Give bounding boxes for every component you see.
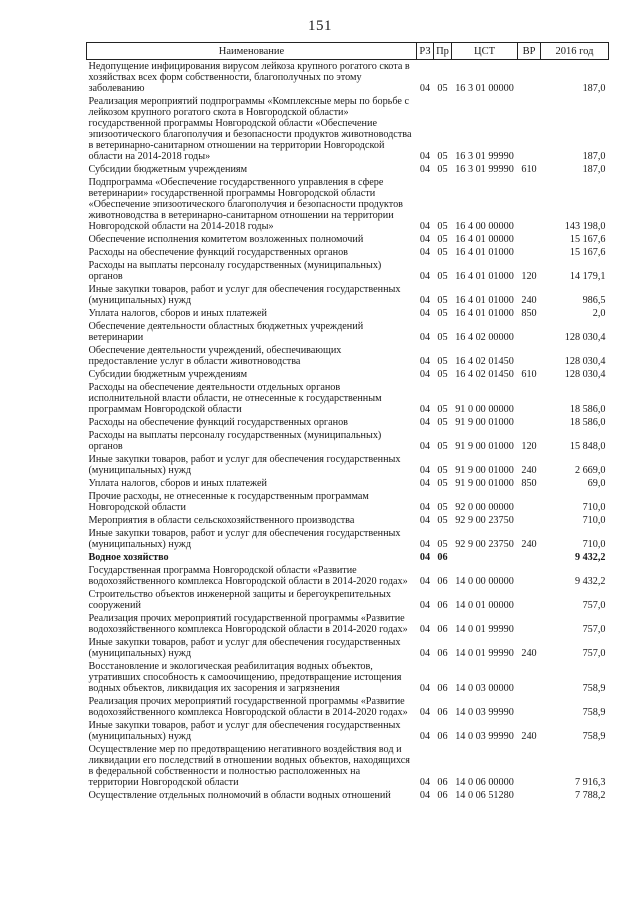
cell-cst: 16 3 01 99990 xyxy=(455,164,514,175)
cell-name: Расходы на обеспечение деятельности отдельных органов исполнительной власти области, не отнесенные к государственным программам Новгородской области xyxy=(88,382,382,415)
cell-cst: 91 0 00 00000 xyxy=(455,404,514,415)
cell-pr: 05 xyxy=(437,234,448,245)
cell-pr: 05 xyxy=(437,441,448,452)
cell-rz: 04 xyxy=(419,502,431,513)
cell-amount: 9 432,2 xyxy=(574,552,606,563)
cell-name: Иные закупки товаров, работ и услуг для обеспечения государственных (муниципальных) нужд xyxy=(88,637,401,659)
cell-amount: 757,0 xyxy=(582,600,606,611)
cell-cst: 91 9 00 01000 xyxy=(455,465,514,476)
cell-pr: 05 xyxy=(437,404,448,415)
cell-amount: 9 432,2 xyxy=(574,576,606,587)
table-row xyxy=(87,719,609,743)
cell-amount: 758,9 xyxy=(582,731,606,742)
cell-vr xyxy=(518,743,541,789)
cell-pr: 05 xyxy=(437,164,448,175)
table-row xyxy=(87,477,609,490)
cell-amount: 128 030,4 xyxy=(564,332,606,343)
cell-name: Реализация прочих мероприятий государственной программы «Развитие водохозяйственного комплекса Новгородской области в 2014-2020 годах» xyxy=(88,696,408,718)
cell-vr: 120 xyxy=(521,441,537,452)
cell-rz: 04 xyxy=(419,369,431,380)
cell-name: Уплата налогов, сборов и иных платежей xyxy=(88,308,267,319)
cell-name: Иные закупки товаров, работ и услуг для обеспечения государственных (муниципальных) нужд xyxy=(88,528,401,550)
table-row xyxy=(87,453,609,477)
cell-pr: 06 xyxy=(437,777,448,788)
cell-rz: 04 xyxy=(419,552,431,563)
table-row xyxy=(87,588,609,612)
cell-rz: 04 xyxy=(419,777,431,788)
cell-rz: 04 xyxy=(419,683,431,694)
cell-vr xyxy=(518,246,541,259)
cell-rz: 04 xyxy=(419,332,431,343)
table-row xyxy=(87,259,609,283)
cell-pr: 05 xyxy=(437,356,448,367)
cell-cst: 92 0 00 00000 xyxy=(455,502,514,513)
cell-pr: 05 xyxy=(437,465,448,476)
cell-vr xyxy=(518,588,541,612)
cell-cst: 91 9 00 01000 xyxy=(455,441,514,452)
cell-rz: 04 xyxy=(419,465,431,476)
cell-amount: 986,5 xyxy=(582,295,606,306)
table-row xyxy=(87,60,609,96)
cell-amount: 128 030,4 xyxy=(564,356,606,367)
cell-cst: 14 0 03 99990 xyxy=(455,731,514,742)
header-cst: ЦСТ xyxy=(452,43,518,60)
header-year: 2016 год xyxy=(541,43,609,60)
cell-rz: 04 xyxy=(419,731,431,742)
cell-pr: 05 xyxy=(437,539,448,550)
table-row xyxy=(87,344,609,368)
cell-amount: 143 198,0 xyxy=(564,221,606,232)
header-vr: ВР xyxy=(518,43,541,60)
cell-rz: 04 xyxy=(419,404,431,415)
cell-rz: 04 xyxy=(419,247,431,258)
cell-amount: 7 788,2 xyxy=(574,790,606,801)
header-name: Наименование xyxy=(87,43,417,60)
cell-vr xyxy=(518,660,541,695)
table-row xyxy=(87,636,609,660)
cell-amount: 2 669,0 xyxy=(574,465,606,476)
cell-vr xyxy=(518,233,541,246)
cell-name: Обеспечение исполнения комитетом возложенных полномочий xyxy=(88,234,364,245)
cell-pr: 05 xyxy=(437,478,448,489)
cell-cst: 16 4 02 01450 xyxy=(455,356,514,367)
table-row xyxy=(87,233,609,246)
cell-vr: 610 xyxy=(521,164,537,175)
table-row xyxy=(87,429,609,453)
cell-cst: 92 9 00 23750 xyxy=(455,539,514,550)
table-row xyxy=(87,381,609,416)
cell-name: Мероприятия в области сельскохозяйственного производства xyxy=(88,515,355,526)
table-row xyxy=(87,660,609,695)
cell-vr: 610 xyxy=(521,369,537,380)
cell-name: Реализация мероприятий подпрограммы «Комплексные меры по борьбе с лейкозом крупного рогатого скота в Новгородской области» государственной программы Новгородской области «Обеспечение эпизоотического благополучия и безопасности продуктов животноводства в ветеринарно-санитарном отношении на территории Новгородской области на 2014-2018 годы» xyxy=(88,96,412,162)
cell-name: Реализация прочих мероприятий государственной программы «Развитие водохозяйственного комплекса Новгородской области в 2014-2020 годах» xyxy=(88,613,408,635)
cell-cst: 91 9 00 01000 xyxy=(455,417,514,428)
cell-pr: 05 xyxy=(437,295,448,306)
cell-pr: 06 xyxy=(437,648,448,659)
cell-vr xyxy=(518,176,541,233)
cell-cst: 16 4 01 01000 xyxy=(455,308,514,319)
cell-name: Расходы на выплаты персоналу государственных (муниципальных) органов xyxy=(88,260,382,282)
cell-pr: 06 xyxy=(437,683,448,694)
cell-pr: 06 xyxy=(437,707,448,718)
cell-pr: 05 xyxy=(437,271,448,282)
cell-rz: 04 xyxy=(419,624,431,635)
table-row xyxy=(87,789,609,802)
cell-pr: 05 xyxy=(437,221,448,232)
cell-vr: 850 xyxy=(521,478,537,489)
cell-name: Субсидии бюджетным учреждениям xyxy=(88,369,248,380)
cell-vr: 240 xyxy=(521,539,537,550)
cell-vr: 240 xyxy=(521,465,537,476)
cell-rz: 04 xyxy=(419,515,431,526)
table-row xyxy=(87,176,609,233)
cell-amount: 710,0 xyxy=(582,502,606,513)
cell-amount: 128 030,4 xyxy=(564,369,606,380)
cell-vr xyxy=(518,344,541,368)
cell-name: Обеспечение деятельности областных бюджетных учреждений ветеринарии xyxy=(88,321,364,343)
cell-amount: 757,0 xyxy=(582,648,606,659)
cell-pr: 05 xyxy=(437,308,448,319)
table-body xyxy=(87,60,609,803)
cell-amount: 758,9 xyxy=(582,707,606,718)
cell-rz: 04 xyxy=(419,441,431,452)
cell-amount: 15 848,0 xyxy=(569,441,606,452)
cell-amount: 2,0 xyxy=(592,308,606,319)
cell-vr xyxy=(518,612,541,636)
cell-pr: 06 xyxy=(437,576,448,587)
cell-name: Обеспечение деятельности учреждений, обеспечивающих предоставление услуг в области животноводства xyxy=(88,345,342,367)
cell-pr: 06 xyxy=(437,600,448,611)
cell-cst: 92 9 00 23750 xyxy=(455,515,514,526)
cell-vr xyxy=(518,381,541,416)
cell-amount: 710,0 xyxy=(582,539,606,550)
cell-vr: 120 xyxy=(521,271,537,282)
cell-rz: 04 xyxy=(419,539,431,550)
cell-rz: 04 xyxy=(419,356,431,367)
budget-table xyxy=(86,42,609,802)
cell-rz: 04 xyxy=(419,164,431,175)
cell-cst: 14 0 03 00000 xyxy=(455,683,514,694)
cell-pr: 06 xyxy=(437,731,448,742)
cell-pr: 05 xyxy=(437,151,448,162)
cell-name: Государственная программа Новгородской области «Развитие водохозяйственного комплекса Новгородской области в 2014-2020 годах» xyxy=(88,565,408,587)
cell-vr xyxy=(518,416,541,429)
cell-rz: 04 xyxy=(419,234,431,245)
header-pr: Пр xyxy=(434,43,452,60)
table-row xyxy=(87,551,609,564)
cell-amount: 15 167,6 xyxy=(569,234,606,245)
cell-cst: 16 4 01 00000 xyxy=(455,234,514,245)
cell-vr: 240 xyxy=(521,731,537,742)
cell-vr xyxy=(518,60,541,96)
cell-cst: 16 3 01 99990 xyxy=(455,151,514,162)
cell-pr: 06 xyxy=(437,624,448,635)
cell-vr xyxy=(518,95,541,163)
cell-name: Осуществление мер по предотвращению негативного воздействия вод и ликвидации его последствий в отношении водных объектов, находящихся в федеральной собственности и полностью расположенных на территории Новгородской области xyxy=(88,744,410,788)
table-row xyxy=(87,246,609,259)
cell-pr: 06 xyxy=(437,552,448,563)
cell-cst: 16 3 01 00000 xyxy=(455,83,514,94)
cell-pr: 05 xyxy=(437,83,448,94)
cell-amount: 710,0 xyxy=(582,515,606,526)
cell-amount: 15 167,6 xyxy=(569,247,606,258)
cell-cst: 14 0 01 99990 xyxy=(455,648,514,659)
cell-pr: 05 xyxy=(437,515,448,526)
cell-amount: 187,0 xyxy=(582,164,606,175)
cell-cst: 91 9 00 01000 xyxy=(455,478,514,489)
cell-cst: 16 4 00 00000 xyxy=(455,221,514,232)
cell-rz: 04 xyxy=(419,308,431,319)
cell-vr: 850 xyxy=(521,308,537,319)
cell-pr: 05 xyxy=(437,332,448,343)
cell-vr xyxy=(518,490,541,514)
cell-rz: 04 xyxy=(419,417,431,428)
table-row xyxy=(87,564,609,588)
cell-name: Подпрограмма «Обеспечение государственного управления в сфере ветеринарии» государственной программы Новгородской области «Обеспечение эпизоотического благополучия и безопасности продуктов животноводства в ветеринарно-санитарном отношении на территории Новгородской области на 2014-2018 годы» xyxy=(88,177,403,232)
header-rz: РЗ xyxy=(417,43,434,60)
cell-name: Расходы на обеспечение функций государственных органов xyxy=(88,417,348,428)
cell-name: Расходы на обеспечение функций государственных органов xyxy=(88,247,348,258)
cell-name: Осуществление отдельных полномочий в области водных отношений xyxy=(88,790,391,801)
table-row xyxy=(87,95,609,163)
cell-cst: 16 4 01 01000 xyxy=(455,271,514,282)
cell-amount: 757,0 xyxy=(582,624,606,635)
cell-vr xyxy=(518,564,541,588)
cell-amount: 187,0 xyxy=(582,83,606,94)
cell-rz: 04 xyxy=(419,271,431,282)
cell-cst: 14 0 06 00000 xyxy=(455,777,514,788)
cell-rz: 04 xyxy=(419,790,431,801)
cell-rz: 04 xyxy=(419,576,431,587)
cell-rz: 04 xyxy=(419,648,431,659)
cell-rz: 04 xyxy=(419,600,431,611)
cell-name: Недопущение инфицирования вирусом лейкоза крупного рогатого скота в хозяйствах всех форм собственности, благополучных по этому заболеванию xyxy=(88,61,410,94)
cell-name: Иные закупки товаров, работ и услуг для обеспечения государственных (муниципальных) нужд xyxy=(88,454,401,476)
table-row xyxy=(87,612,609,636)
cell-vr xyxy=(518,789,541,802)
cell-rz: 04 xyxy=(419,151,431,162)
cell-cst: 16 4 01 01000 xyxy=(455,295,514,306)
cell-pr: 06 xyxy=(437,790,448,801)
cell-cst: 16 4 02 00000 xyxy=(455,332,514,343)
table-row xyxy=(87,307,609,320)
cell-cst: 14 0 01 00000 xyxy=(455,600,514,611)
cell-vr xyxy=(518,320,541,344)
cell-amount: 187,0 xyxy=(582,151,606,162)
cell-cst: 14 0 03 99990 xyxy=(455,707,514,718)
table-row xyxy=(87,368,609,381)
cell-rz: 04 xyxy=(419,478,431,489)
cell-amount: 14 179,1 xyxy=(569,271,606,282)
table-header-row xyxy=(87,43,609,60)
cell-vr: 240 xyxy=(521,648,537,659)
cell-vr xyxy=(518,551,541,564)
cell-rz: 04 xyxy=(419,707,431,718)
table-row xyxy=(87,695,609,719)
cell-cst: 14 0 01 99990 xyxy=(455,624,514,635)
table-row xyxy=(87,514,609,527)
table-row xyxy=(87,320,609,344)
cell-amount: 69,0 xyxy=(587,478,606,489)
cell-name: Восстановление и экологическая реабилитация водных объектов, утративших способность к самоочищению, предотвращение истощения водных объектов, ликвидация их засорения и загрязнения xyxy=(88,661,402,694)
table-row xyxy=(87,163,609,176)
cell-amount: 7 916,3 xyxy=(574,777,606,788)
cell-pr: 05 xyxy=(437,502,448,513)
cell-rz: 04 xyxy=(419,221,431,232)
cell-vr: 240 xyxy=(521,295,537,306)
cell-rz: 04 xyxy=(419,83,431,94)
cell-name: Субсидии бюджетным учреждениям xyxy=(88,164,248,175)
cell-name: Расходы на выплаты персоналу государственных (муниципальных) органов xyxy=(88,430,382,452)
table-row xyxy=(87,283,609,307)
page-number: 151 xyxy=(308,18,332,34)
cell-name: Иные закупки товаров, работ и услуг для обеспечения государственных (муниципальных) нужд xyxy=(88,284,401,306)
cell-name: Иные закупки товаров, работ и услуг для обеспечения государственных (муниципальных) нужд xyxy=(88,720,401,742)
table-row xyxy=(87,416,609,429)
cell-rz: 04 xyxy=(419,295,431,306)
cell-cst: 16 4 02 01450 xyxy=(455,369,514,380)
cell-cst xyxy=(452,551,518,564)
cell-name: Прочие расходы, не отнесенные к государственным программам Новгородской области xyxy=(88,491,369,513)
cell-vr xyxy=(518,514,541,527)
cell-cst: 14 0 06 51280 xyxy=(455,790,514,801)
cell-pr: 05 xyxy=(437,417,448,428)
cell-name: Строительство объектов инженерной защиты и берегоукрепительных сооружений xyxy=(88,589,391,611)
table-row xyxy=(87,743,609,789)
cell-cst: 14 0 00 00000 xyxy=(455,576,514,587)
cell-name: Водное хозяйство xyxy=(88,552,169,563)
cell-cst: 16 4 01 01000 xyxy=(455,247,514,258)
table-row xyxy=(87,490,609,514)
cell-amount: 18 586,0 xyxy=(569,404,606,415)
cell-amount: 758,9 xyxy=(582,683,606,694)
cell-name: Уплата налогов, сборов и иных платежей xyxy=(88,478,267,489)
cell-vr xyxy=(518,695,541,719)
table-row xyxy=(87,527,609,551)
cell-pr: 05 xyxy=(437,247,448,258)
cell-pr: 05 xyxy=(437,369,448,380)
cell-amount: 18 586,0 xyxy=(569,417,606,428)
